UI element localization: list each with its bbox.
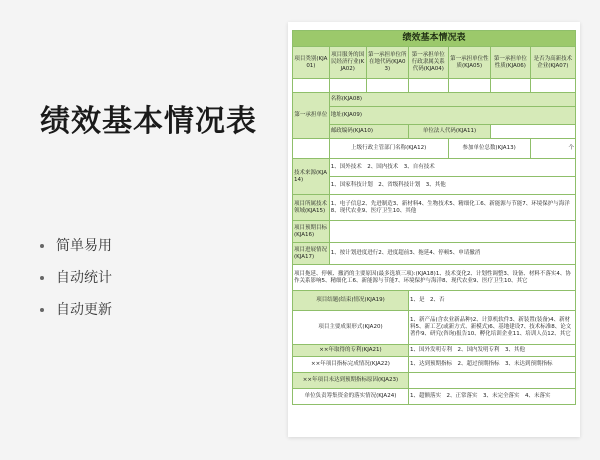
acceptance-options: 1、是 2、否 [409, 291, 576, 311]
superior-code-label: 参加单位总数(KJA13) [448, 139, 530, 159]
results-label: 项目主要成果形式(KJA20) [293, 311, 409, 345]
document-preview [288, 22, 580, 437]
input-cell[interactable] [491, 125, 576, 139]
input-cell[interactable] [491, 79, 531, 93]
table-title: 绩效基本情况表 [293, 31, 576, 47]
completion-options: 1、达到预期指标 2、超过预期指标 3、未达到预期指标 [409, 357, 576, 373]
input-cell[interactable] [448, 79, 490, 93]
progress-options: 1、按计划进度进行2、进度超前3、拖延4、停顿5、申请撤消 [329, 243, 575, 265]
bullet-icon [40, 244, 44, 248]
header-cell: 项目类别(KJA01) [293, 47, 330, 79]
feature-label: 简单易用 [56, 238, 112, 254]
input-cell[interactable] [329, 221, 575, 243]
superior-dept-label: 上级行政主管部门名称(KJA12) [329, 139, 448, 159]
target-label: 项目预期目标(KJA16) [293, 221, 330, 243]
header-cell: 第一承担单位性质(KJA06) [491, 47, 531, 79]
input-cell[interactable] [366, 79, 408, 93]
feature-label: 自动统计 [56, 270, 112, 286]
input-cell[interactable] [409, 373, 576, 389]
input-cell[interactable] [293, 139, 330, 159]
tech-source-options-2: 1、国家科技计划 2、省级科技计划 3、其他 [329, 177, 575, 195]
performance-table [292, 30, 576, 405]
field-options: 1、电子信息2、先进制造3、新材料4、生物技术5、精细化工6、新能源与节能7、环境保护与海洋8、现代农业9、医疗卫生10、其他 [329, 195, 575, 221]
funding-label: 单位负责筹集资金的落实情况(KJA24) [293, 389, 409, 405]
feature-list [40, 230, 112, 326]
header-cell: 第一承担单位性质(KJA05) [448, 47, 490, 79]
legal-rep-label: 单位法人代码(KJA11) [409, 125, 491, 139]
promo-title: 绩效基本情况表 [40, 104, 257, 139]
patent-options: 1、国外发明专利 2、国内发明专利 3、其他 [409, 345, 576, 357]
header-cell: 第一承担单位所在地代码(KJA03) [366, 47, 408, 79]
feature-item [40, 262, 112, 294]
feature-item [40, 294, 112, 326]
bullet-icon [40, 276, 44, 280]
header-cell: 是否为高新技术企业(KJA07) [530, 47, 575, 79]
input-cell[interactable] [293, 79, 330, 93]
completion-label: ××年项目指标完成情况(KJA22) [293, 357, 409, 373]
header-cell: 第一承担单位行政隶属关系代码(KJA04) [409, 47, 449, 79]
feature-item [40, 230, 112, 262]
header-cell: 项目服务的国民经济行业(KJA02) [329, 47, 366, 79]
field-label: 项目所属技术领域(KJA15) [293, 195, 330, 221]
unit-count-suffix: 个 [530, 139, 575, 159]
address-label: 地址(KJA09) [329, 107, 575, 125]
name-label: 名称(KJA08) [329, 93, 575, 107]
input-cell[interactable] [530, 79, 575, 93]
postcode-label: 邮政编码(KJA10) [329, 125, 408, 139]
unit-section-label: 第一承担单位 [293, 93, 330, 139]
patent-label: ××年取得的专利(KJA21) [293, 345, 409, 357]
input-cell[interactable] [329, 79, 366, 93]
tech-source-options: 1、国外技术 2、国内技术 3、自有技术 [329, 159, 575, 177]
progress-label: 项目进展情况(KJA17) [293, 243, 330, 265]
bullet-icon [40, 308, 44, 312]
feature-label: 自动更新 [56, 302, 112, 318]
input-cell[interactable] [409, 79, 449, 93]
delay-reasons: 项目拖延、停顿、撤消的主要原因(最多选填三项):(KJA18)1、技术变化2、计划性调整3、设备、材料不落实4、协作关系影响5、精细化工6、新能源与节能7、环境保护与海洋8、现代农业9、医疗卫生10、其它 [293, 265, 576, 291]
funding-options: 1、超额落实 2、正常落实 3、未完全落实 4、未落实 [409, 389, 576, 405]
tech-source-label: 技术来源(KJA14) [293, 159, 330, 195]
results-options: 1、新产品(含农业新品种)2、计算机软件3、新装置(装备)4、新材料5、新工艺(或新方式、新模式)6、基地建设7、技术标准8、论文著作9、研究(咨询)报告10、孵化培训企业11、培训人员12、其它 [409, 311, 576, 345]
acceptance-label: 项目结题(结束)情况(KJA19) [293, 291, 409, 311]
unmet-label: ××年项目未达到预期指标原因(KJA23) [293, 373, 409, 389]
